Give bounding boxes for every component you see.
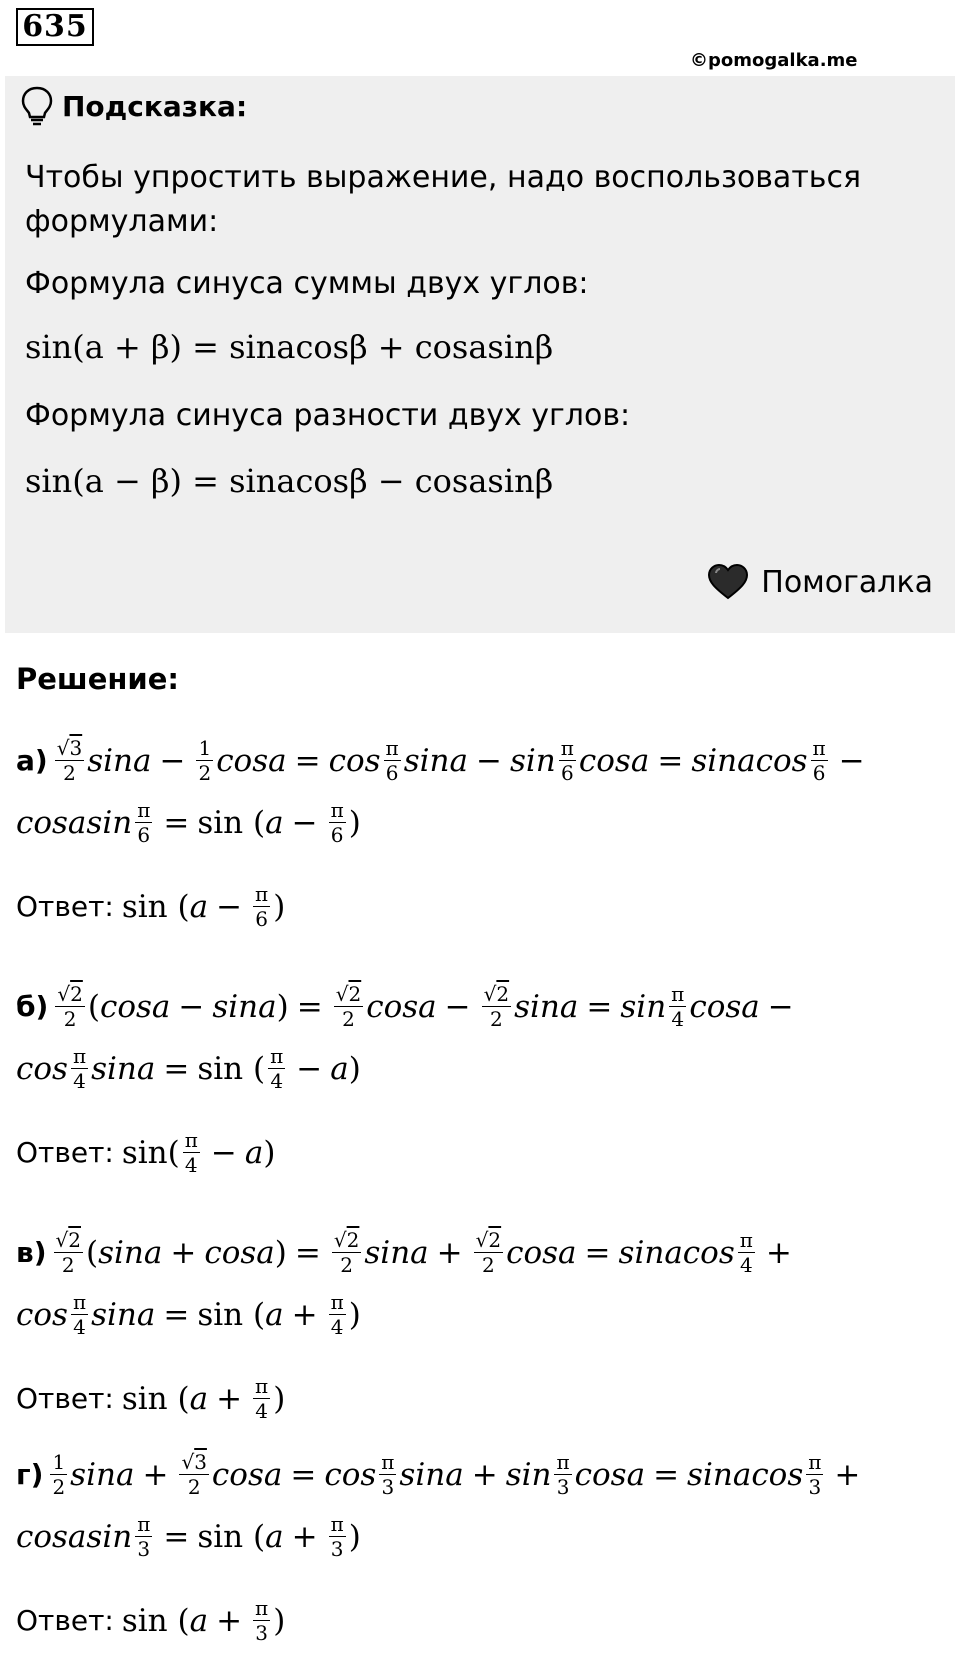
copyright: ©pomogalka.me — [690, 50, 858, 71]
hint-text-line1: Чтобы упростить выражение, надо воспользоваться — [25, 160, 862, 195]
hint-diff-caption: Формула синуса разности двух углов: — [25, 398, 631, 433]
solution-a-line2: cosasin $\frac{\pi}{6}$ = sin ( a − $\frac{\pi}{6}$ ) — [16, 798, 361, 847]
lightbulb-icon — [20, 86, 54, 126]
credit — [707, 564, 933, 600]
problem-number: 635 — [16, 8, 94, 46]
answer-d: Ответ: sin ( a + $\frac{\pi}{3}$ ) — [16, 1596, 286, 1645]
hint-text-line2: формулами: — [25, 204, 219, 239]
solution-c-line1: в) $\frac{√2}{2}$ ( sina + cosa ) = $\frac{√2}{2}$ sina + $\frac{√2}{2}$ cosa = sinacos $\frac{\pi}{4}$ + — [16, 1228, 792, 1277]
sum-formula: sin(a + β) = sinacosβ + cosasinβ — [25, 328, 554, 366]
solution-c-line2: cos $\frac{\pi}{4}$ sina = sin ( a + $\frac{\pi}{4}$ ) — [16, 1290, 361, 1339]
credit-label: Помогалка — [761, 564, 933, 600]
solution-b-line2: cos $\frac{\pi}{4}$ sina = sin ( $\frac{\pi}{4}$ − a ) — [16, 1044, 361, 1093]
solution-b-line1: б) $\frac{√2}{2}$ ( cosa − sina ) = $\frac{√2}{2}$ cosa − $\frac{√2}{2}$ sina = sin $\frac{\pi}{4}$ cosa − — [16, 982, 794, 1031]
hint-box — [5, 76, 955, 633]
solution-d-line1: г) $\frac{1}{2}$ sina + $\frac{√3}{2}$ cosa = cos $\frac{\pi}{3}$ sina + sin $\frac{\pi}{3}$ cosa = sinacos $\frac{\pi}{3}$ + — [16, 1450, 861, 1499]
hint-header — [20, 86, 247, 126]
heart-icon — [707, 564, 749, 600]
answer-b: Ответ: sin( $\frac{\pi}{4}$ − a ) — [16, 1128, 276, 1177]
solution-title: Решение: — [16, 662, 180, 696]
solution-d-line2: cosasin $\frac{\pi}{3}$ = sin ( a + $\frac{\pi}{3}$ ) — [16, 1512, 361, 1561]
answer-a: Ответ: sin ( a − $\frac{\pi}{6}$ ) — [16, 882, 286, 931]
answer-c: Ответ: sin ( a + $\frac{\pi}{4}$ ) — [16, 1374, 286, 1423]
solution-a-line1: а) $\frac{√3}{2}$ sina − $\frac{1}{2}$ cosa = cos $\frac{\pi}{6}$ sina − sin $\frac{\pi}{6}$ cosa = sinacos $\frac{\pi}{6}$ − — [16, 736, 865, 785]
hint-title: Подсказка: — [62, 89, 248, 123]
diff-formula: sin(a − β) = sinacosβ − cosasinβ — [25, 462, 554, 500]
hint-sum-caption: Формула синуса суммы двух углов: — [25, 266, 589, 301]
